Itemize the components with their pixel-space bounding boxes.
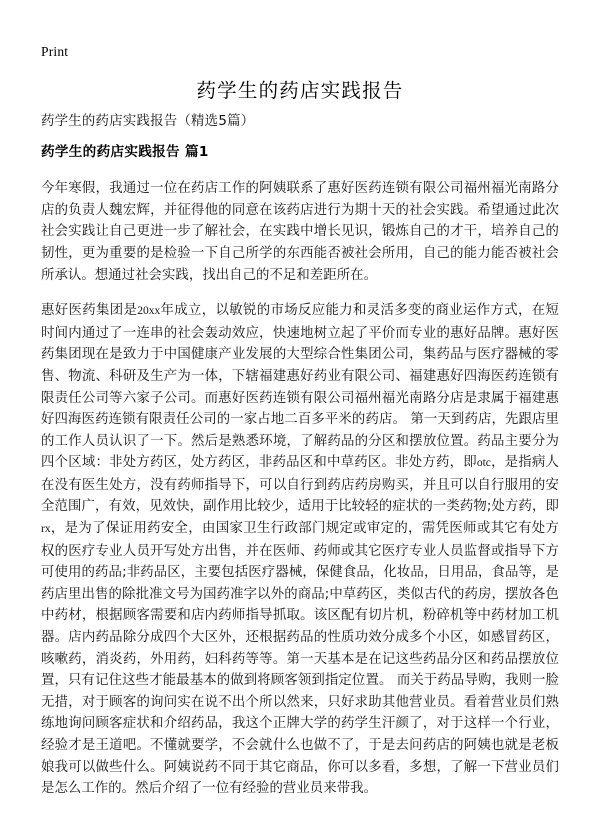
section-heading: 药学生的药店实践报告 篇1: [41, 143, 209, 160]
document-subtitle: 药学生的药店实践报告（精选5篇）: [41, 114, 255, 129]
print-link[interactable]: Print: [41, 44, 69, 59]
body-paragraph-2: 惠好医药集团是20xx年成立，以敏锐的市场反应能力和灵活多变的商业运作方式，在短时间内通过了一连串的社会轰动效应，快速地树立起了平价而专业的惠好品牌。惠好医药集团现在是致力于中国健康产业发展的大型综合性集团公司，集药品与医疗器械的零售、物流、科研及生产为一体，下辖福建惠好药业有限公司、福建惠好四海医药连锁有限责任公司等六家子公司。而惠好医药连锁有限公司福州福光南路分店是隶属于福建惠好四海医药连锁有限责任公司的一家占地二百多平米的药店。 第一天到药店，先跟店里的工作人员认识了一下。然后是熟悉环境，了解药品的分区和摆放位置。药品主要分为四个区域：非处方药区，处方药区，非药品区和中草药区。非处方药，即otc，是指病人在没有医生处方，没有药师指导下，可以自行到药店药房购买，并且可以自行服用的安全范围广，有效，见效快，副作用比较少，适用于比较轻的症状的一类药物;处方药，即rx，是为了保证用药安全，由国家卫生行政部门规定或审定的，需凭医师或其它有处方权的医疗专业人员开写处方出售，并在医师、药师或其它医疗专业人员监督或指导下方可使用的药品;非药品区，主要包括医疗器械，保健食品，化妆品，日用品，食品等，是药店里出售的除批准文号为国药准字以外的商品;中草药区，类似古代的药房，摆放各色中药材，根据顾客需要和店内药师指导抓取。该区配有切片机，粉碎机等中药材加工机器。店内药品除分成四个大区外，还根据药品的性质功效分成多个小区，如感冒药区，咳嗽药，消炎药，外用药，妇科药等等。第一天基本是在记这些药品分区和药品摆放位置，只有记住这些才能最基本的做到将顾客领到指定位置。 而关于药品导购，我则一脸无措，对于顾客的询问实在说不出个所以然来，只好求助其他营业员。看着营业员们熟练地询问顾客症状和介绍药品，我这个正牌大学的药学生汗颜了，对于这样一个行业，经验才是王道吧。不懂就要学，不会就什么也做不了，于是去问药店的阿姨也就是老板娘我可以做些什么。阿姨说药不同于其它商品，你可以多看，多想，了解一下营业员们是怎么工作的。然后介绍了一位有经验的营业员来带我。: [41, 303, 559, 797]
page-title: 药学生的药店实践报告: [196, 79, 404, 102]
document-content: [41, 112, 559, 800]
body-paragraph-1: 今年寒假，我通过一位在药店工作的阿姨联系了惠好医药连锁有限公司福州福光南路分店的负责人魏宏辉，并征得他的同意在该药店进行为期十天的社会实践。希望通过此次社会实践让自己更进一步了解社会，在实践中增长见识，锻炼自己的才干，培养自己的韧性，更为重要的是检验一下自己所学的东西能否被社会所用，自己的能力能否被社会所承认。想通过社会实践，找出自己的不足和差距所在。: [41, 181, 559, 283]
